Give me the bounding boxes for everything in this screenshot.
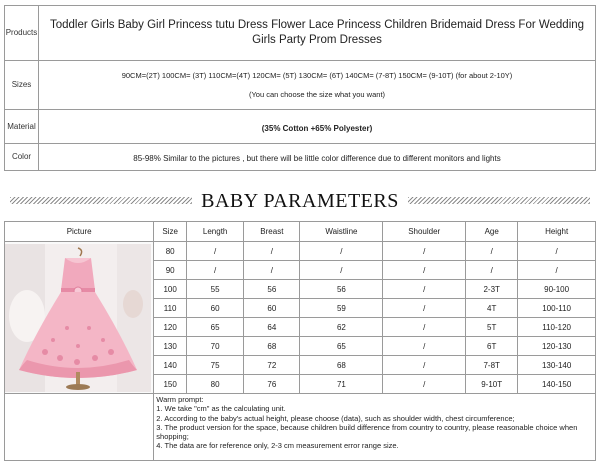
warm-prompt-title: Warm prompt: <box>156 395 204 404</box>
size-parameters-table <box>4 221 596 461</box>
cell-shoulder: / <box>383 242 466 261</box>
product-info-table <box>4 5 596 171</box>
header-waistline: Waistline <box>300 222 383 242</box>
cell-age: 2-3T <box>466 280 518 299</box>
cell-breast: 64 <box>244 318 300 337</box>
cell-shoulder: / <box>383 280 466 299</box>
product-title: Toddler Girls Baby Girl Princess tutu Dress Flower Lace Princess Children Bridemaid Dress For Wedding Girls Party Prom Dresses <box>49 19 585 46</box>
decorative-stripe-left <box>10 197 192 204</box>
cell-height: 100-110 <box>518 299 596 318</box>
cell-breast: 72 <box>244 356 300 375</box>
color-label: Color <box>5 144 39 171</box>
cell-length: 70 <box>187 337 244 356</box>
cell-shoulder: / <box>383 299 466 318</box>
product-picture <box>5 242 154 394</box>
cell-size: 90 <box>154 261 187 280</box>
warm-prompt-line: 4. The data are for reference only, 2-3 cm measurement error range size. <box>156 441 399 451</box>
cell-height: 130-140 <box>518 356 596 375</box>
cell-breast: 56 <box>244 280 300 299</box>
cell-size: 150 <box>154 375 187 394</box>
cell-shoulder: / <box>383 356 466 375</box>
color-row <box>5 144 596 171</box>
cell-height: 140-150 <box>518 375 596 394</box>
cell-waistline: / <box>300 242 383 261</box>
table-header-row <box>5 222 596 242</box>
cell-height: / <box>518 242 596 261</box>
parameters-heading: BABY PARAMETERS <box>201 190 399 212</box>
cell-length: / <box>187 261 244 280</box>
cell-waistline: 71 <box>300 375 383 394</box>
warm-prompt-row <box>5 394 596 461</box>
material-label: Material <box>5 110 39 144</box>
cell-age: 7-8T <box>466 356 518 375</box>
cell-height: 120-130 <box>518 337 596 356</box>
header-breast: Breast <box>244 222 300 242</box>
warm-prompt-line: 3. The product version for the space, because children build difference from country to country, please reasonable choice when shopping; <box>156 422 578 442</box>
warm-prompt-line: 1. We take "cm" as the calculating unit. <box>156 404 286 414</box>
material-row <box>5 110 596 144</box>
cell-height: 110-120 <box>518 318 596 337</box>
cell-age: 4T <box>466 299 518 318</box>
cell-age: / <box>466 242 518 261</box>
cell-age: 9-10T <box>466 375 518 394</box>
cell-length: 75 <box>187 356 244 375</box>
sizes-note: (You can choose the size what you want) <box>248 90 386 99</box>
product-row <box>5 6 596 61</box>
cell-shoulder: / <box>383 337 466 356</box>
header-height: Height <box>518 222 596 242</box>
cell-size: 100 <box>154 280 187 299</box>
cell-length: 65 <box>187 318 244 337</box>
cell-waistline: 62 <box>300 318 383 337</box>
cell-size: 140 <box>154 356 187 375</box>
cell-waistline: 65 <box>300 337 383 356</box>
warm-prompt <box>154 394 596 461</box>
cell-waistline: 68 <box>300 356 383 375</box>
cell-length: 80 <box>187 375 244 394</box>
pink-dress-image <box>5 244 151 392</box>
cell-length: 60 <box>187 299 244 318</box>
cell-shoulder: / <box>383 261 466 280</box>
cell-length: / <box>187 242 244 261</box>
header-picture: Picture <box>5 222 154 242</box>
cell-breast: 76 <box>244 375 300 394</box>
header-age: Age <box>466 222 518 242</box>
cell-height: / <box>518 261 596 280</box>
sizes-label: Sizes <box>5 61 39 110</box>
cell-breast: 60 <box>244 299 300 318</box>
decorative-stripe-right <box>408 197 590 204</box>
cell-length: 55 <box>187 280 244 299</box>
color-value: 85-98% Similar to the pictures , but there will be little color difference due to different monitors and lights <box>133 154 501 163</box>
cell-shoulder: / <box>383 375 466 394</box>
cell-age: 6T <box>466 337 518 356</box>
cell-waistline: 56 <box>300 280 383 299</box>
table-row <box>5 242 596 261</box>
sizes-list: 90CM=(2T) 100CM= (3T) 110CM=(4T) 120CM= (5T) 130CM= (6T) 140CM= (7-8T) 150CM= (9-10T) (for about 2-10Y) <box>121 71 513 80</box>
header-length: Length <box>187 222 244 242</box>
warm-prompt-line: 2. According to the baby's actual height, please choose (data), such as shoulder width, chest circumference; <box>156 413 515 423</box>
header-shoulder: Shoulder <box>383 222 466 242</box>
cell-age: 5T <box>466 318 518 337</box>
cell-shoulder: / <box>383 318 466 337</box>
parameters-heading-band <box>0 188 600 214</box>
cell-breast: / <box>244 261 300 280</box>
cell-waistline: / <box>300 261 383 280</box>
cell-height: 90-100 <box>518 280 596 299</box>
cell-size: 120 <box>154 318 187 337</box>
cell-size: 110 <box>154 299 187 318</box>
cell-age: / <box>466 261 518 280</box>
cell-size: 80 <box>154 242 187 261</box>
sizes-row <box>5 61 596 110</box>
header-size: Size <box>154 222 187 242</box>
cell-breast: / <box>244 242 300 261</box>
product-label: Products <box>5 6 39 61</box>
material-value: (35% Cotton +65% Polyester) <box>261 123 373 133</box>
cell-waistline: 59 <box>300 299 383 318</box>
cell-size: 130 <box>154 337 187 356</box>
cell-breast: 68 <box>244 337 300 356</box>
